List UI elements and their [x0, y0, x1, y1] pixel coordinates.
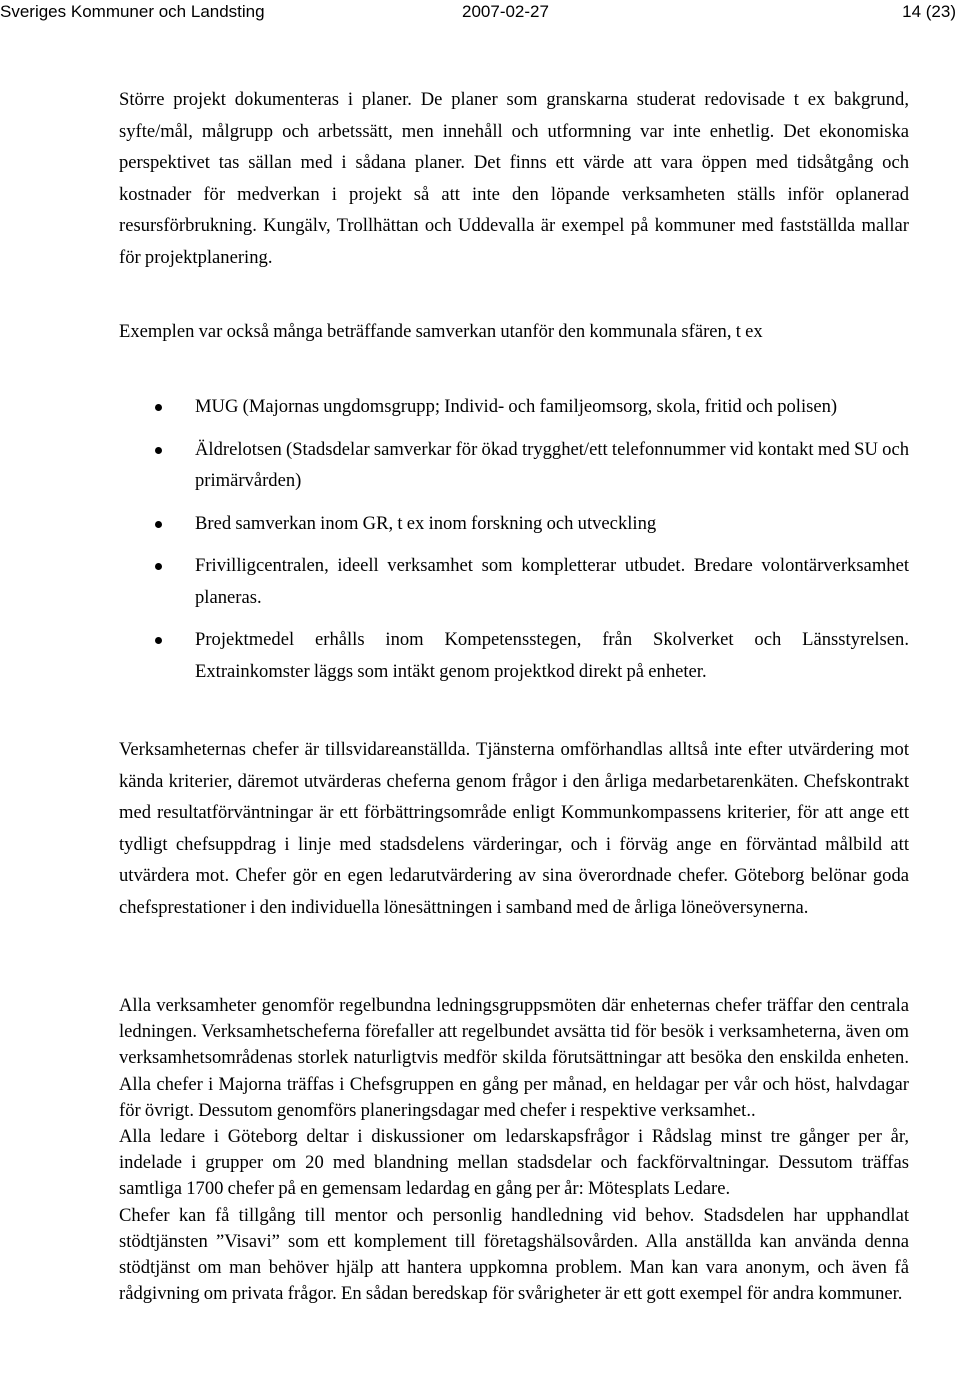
page-number: 14 (23)	[902, 2, 956, 21]
list-item-text: Bred samverkan inom GR, t ex inom forskning och utveckling	[195, 512, 657, 534]
organization-name: Sveriges Kommuner och Landsting	[0, 2, 265, 21]
list-item-text: Projektmedel erhålls inom Kompetensstegen, från Skolverket och Länsstyrelsen. Extrainkomster läggs som intäkt genom projektkod direkt på enheter.	[195, 629, 909, 682]
list-item-text: Frivilligcentralen, ideell verksamhet som kompletterar utbudet. Bredare volontärverksamhet planeras.	[195, 555, 909, 608]
bullet-icon	[155, 404, 162, 411]
document-date: 2007-02-27	[462, 2, 549, 21]
bullet-icon	[155, 637, 162, 644]
list-item	[195, 624, 909, 687]
list-item	[195, 434, 909, 497]
paragraph-text: Verksamheternas chefer är tillsvidareanställda. Tjänsterna omförhandlas alltså inte efter utvärdering mot kända kriterier, däremot utvärderas cheferna genom frågor i den årliga medarbetarenkäten. Chefskontrakt med resultatförväntningar är ett förbättringsområde enligt Kommunkompassens kriterier, för att ange ett tydligt chefsuppdrag i linje med stadsdelens värderingar, och i förväg ange en förväntad målbild att utvärdera mot. Chefer gör en egen ledarutvärdering av sina överordnade chefer. Göteborg belönar goda chefsprestationer i den individuella lönesättningen i samband med de årliga löneöversynerna.	[119, 739, 909, 918]
paragraph-text: Större projekt dokumenteras i planer. De planer som granskarna studerat redovisade t ex bakgrund, syfte/mål, målgrupp och arbetssätt, men innehåll och utformning var inte enhetlig. Det ekonomiska perspektivet tas sällan med i sådana planer. Det finns ett värde att vara öppen med tidsåtgång och kostnader för medverkan i projekt så att inte den löpande verksamheten ställs inför oplanerad resursförbrukning. Kungälv, Trollhättan och Uddevalla är exempel på kommuner med fastställda mallar för projektplanering.	[119, 89, 909, 268]
paragraph-collaboration-intro	[119, 316, 909, 348]
bullet-icon	[155, 563, 162, 570]
list-item-text: Äldrelotsen (Stadsdelar samverkar för ökad trygghet/ett telefonnummer vid kontakt med SU och primärvården)	[195, 438, 909, 491]
paragraph-management-meetings	[119, 993, 909, 1307]
bullet-icon	[155, 521, 162, 528]
paragraph-text	[119, 993, 909, 1307]
page-header	[0, 0, 960, 28]
paragraph-manager-employment	[119, 734, 909, 923]
list-item	[195, 391, 909, 423]
list-item	[195, 508, 909, 540]
list-item-text: MUG (Majornas ungdomsgrupp; Individ- och familjeomsorg, skola, fritid och polisen)	[195, 396, 838, 417]
paragraph-segment: Alla ledare i Göteborg deltar i diskussioner om ledarskapsfrågor i Rådslag minst tre gånger per år, indelade i grupper om 20 med blandning mellan stadsdelar och fackförvaltningar. Dessutom träffas samtliga 1700 chefer på en gemensam ledardag en gång per år: Mötesplats Ledare.	[119, 1126, 909, 1200]
paragraph-project-plans	[119, 84, 909, 273]
paragraph-segment: Chefer kan få tillgång till mentor och personlig handledning vid behov. Stadsdelen har upphandlat stödtjänsten ”Visavi” som ett komplement till företagshälsovården. Alla anställda kan använda denna stödtjänst om man behöver hjälp att hantera uppkomna problem. Man kan vara anonym, och även få rådgivning om privata frågor. En sådan beredskap för svårigheter är ett gott exempel för andra kommuner.	[119, 1204, 909, 1305]
list-item	[195, 550, 909, 613]
paragraph-text: Exemplen var också många beträffande samverkan utanför den kommunala sfären, t ex	[119, 321, 763, 342]
bullet-icon	[155, 447, 162, 454]
paragraph-segment: Alla verksamheter genomför regelbundna ledningsgruppsmöten där enheternas chefer träffar den centrala ledningen. Verksamhetscheferna förefaller att regelbundet avsätta tid för besök i verksamheterna, även om verksamhetsområdenas storlek naturligtvis medför skilda förutsättningar att besöka den enskilda enheten. Alla chefer i Majorna träffas i Chefsgruppen en gång per månad, en heldagar per vår och höst, halvdagar för övrigt. Dessutom genomförs planeringsdagar med chefer i respektive verksamhet..	[119, 995, 909, 1121]
collaboration-examples-list	[195, 391, 909, 687]
